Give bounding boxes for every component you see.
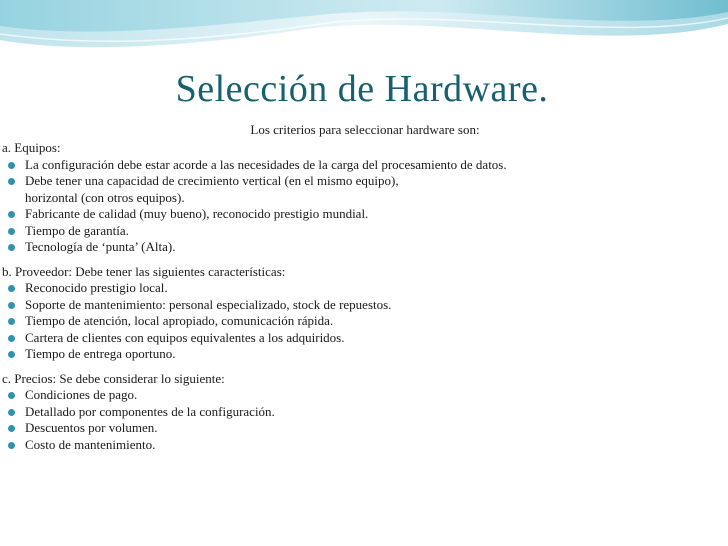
bullet-icon [8, 178, 15, 185]
list-item: Costo de mantenimiento. [0, 437, 728, 454]
bullet-list [0, 387, 728, 453]
list-item: Tecnología de ‘punta’ (Alta). [0, 239, 728, 256]
decorative-wave-banner [0, 0, 728, 70]
bullet-list [0, 157, 728, 256]
bullet-icon [8, 409, 15, 416]
bullet-icon [8, 351, 15, 358]
bullet-icon [8, 392, 15, 399]
section-heading: c. Precios: Se debe considerar lo siguiente: [2, 370, 225, 386]
section-precios [0, 371, 728, 454]
bullet-icon [8, 162, 15, 169]
list-item: Fabricante de calidad (muy bueno), reconocido prestigio mundial. [0, 206, 728, 223]
slide-content [0, 140, 728, 453]
list-item: Detallado por componentes de la configuración. [0, 404, 728, 421]
slide-title: Selección de Hardware. [175, 68, 549, 110]
section-equipos [0, 140, 728, 256]
bullet-icon [8, 228, 15, 235]
bullet-icon [8, 285, 15, 292]
list-item: Tiempo de atención, local apropiado, comunicación rápida. [0, 313, 728, 330]
bullet-icon [8, 425, 15, 432]
section-heading: b. Proveedor: Debe tener las siguientes características: [2, 263, 286, 279]
bullet-icon [8, 302, 15, 309]
section-proveedor [0, 264, 728, 363]
bullet-icon [8, 211, 15, 218]
list-item: Tiempo de garantía. [0, 223, 728, 240]
list-item: Cartera de clientes con equipos equivalentes a los adquiridos. [0, 330, 728, 347]
list-item: La configuración debe estar acorde a las necesidades de la carga del procesamiento de datos. [0, 157, 728, 174]
list-item: Descuentos por volumen. [0, 420, 728, 437]
list-item: Reconocido prestigio local. [0, 280, 728, 297]
bullet-list [0, 280, 728, 363]
list-item: Debe tener una capacidad de crecimiento vertical (en el mismo equipo), horizontal (con otros equipos). [0, 173, 728, 206]
bullet-icon [8, 335, 15, 342]
bullet-icon [8, 244, 15, 251]
list-item: Condiciones de pago. [0, 387, 728, 404]
slide-subtitle: Los criterios para seleccionar hardware son: [250, 122, 480, 137]
section-heading: a. Equipos: [2, 140, 61, 155]
list-item: Tiempo de entrega oportuno. [0, 346, 728, 363]
list-item: Soporte de mantenimiento: personal especializado, stock de repuestos. [0, 297, 728, 314]
bullet-icon [8, 442, 15, 449]
bullet-icon [8, 318, 15, 325]
